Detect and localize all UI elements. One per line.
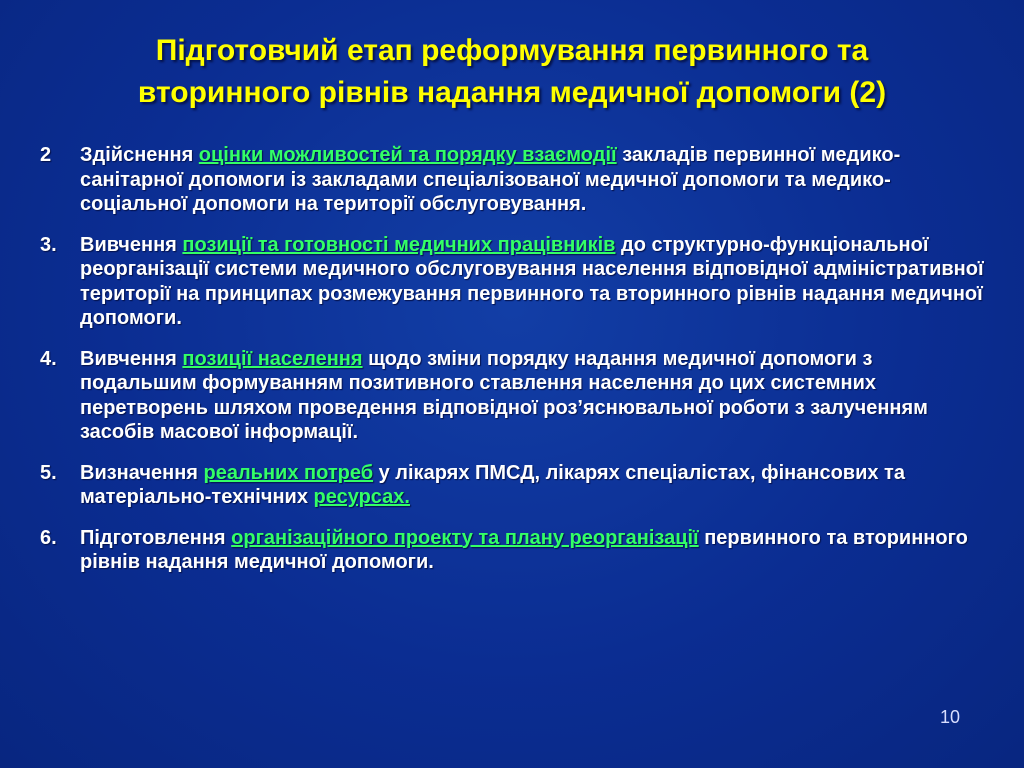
list-item-text-middle: у лікарях ПМСД, лікарях спеціалістах, фінансових та матеріально-технічних (80, 461, 905, 508)
list-item-number: 6. (40, 526, 57, 549)
list-item-number: 4. (40, 347, 57, 370)
slide-title-line-2: вторинного рівнів надання медичної допомоги (2) (137, 76, 887, 109)
list-item-3 (40, 233, 990, 331)
list-item-highlight-2: ресурсах. (313, 486, 410, 508)
list-item-5 (40, 461, 990, 510)
list-item-number: 5. (40, 461, 57, 484)
slide-title (40, 30, 984, 114)
page-number: 10 (939, 707, 960, 727)
list-item-text-after: до структурно-функціональної реорганізації системи медичного обслуговування населення відповідної адміністративної території на принципах розмежування первинного та вторинного рівнів надання медичної допомоги. (80, 233, 984, 329)
list-item-text-before: Визначення (80, 461, 204, 484)
list-item-text-before: Підготовлення (80, 526, 232, 549)
list-item-highlight: позиції та готовності медичних працівників (182, 233, 616, 256)
slide-title-line-1: Підготовчий етап реформування первинного та (155, 34, 869, 67)
numbered-list (40, 143, 990, 591)
list-item-highlight: організаційного проекту та плану реорганізації (231, 526, 699, 549)
list-item-number: 2 (40, 144, 52, 166)
list-item-text-before: Вивчення (80, 233, 183, 256)
list-item-2 (40, 143, 990, 217)
list-item-number: 3. (40, 233, 57, 256)
list-item-4 (40, 347, 990, 445)
list-item-highlight: позиції населення (182, 347, 363, 370)
list-item-highlight: реальних потреб (203, 461, 374, 484)
list-item-text-after: щодо зміни порядку надання медичної допомоги з подальшим формуванням позитивного ставлення населення до цих системних перетворень шляхом проведення відповідної роз’яснювальної роботи з залученням засобів масової інформації. (80, 347, 928, 443)
list-item-6 (40, 526, 990, 575)
list-item-text-after: закладів первинної медико-санітарної допомоги із закладами спеціалізованої медичної допомоги та медико-соціальної допомоги на території обслуговування. (80, 144, 901, 215)
list-item-text-before: Вивчення (80, 347, 183, 370)
list-item-text-before: Здійснення (80, 144, 199, 166)
list-item-text-after: первинного та вторинного рівнів надання медичної допомоги. (80, 526, 968, 573)
list-item-highlight: оцінки можливостей та порядку взаємодії (198, 144, 617, 166)
